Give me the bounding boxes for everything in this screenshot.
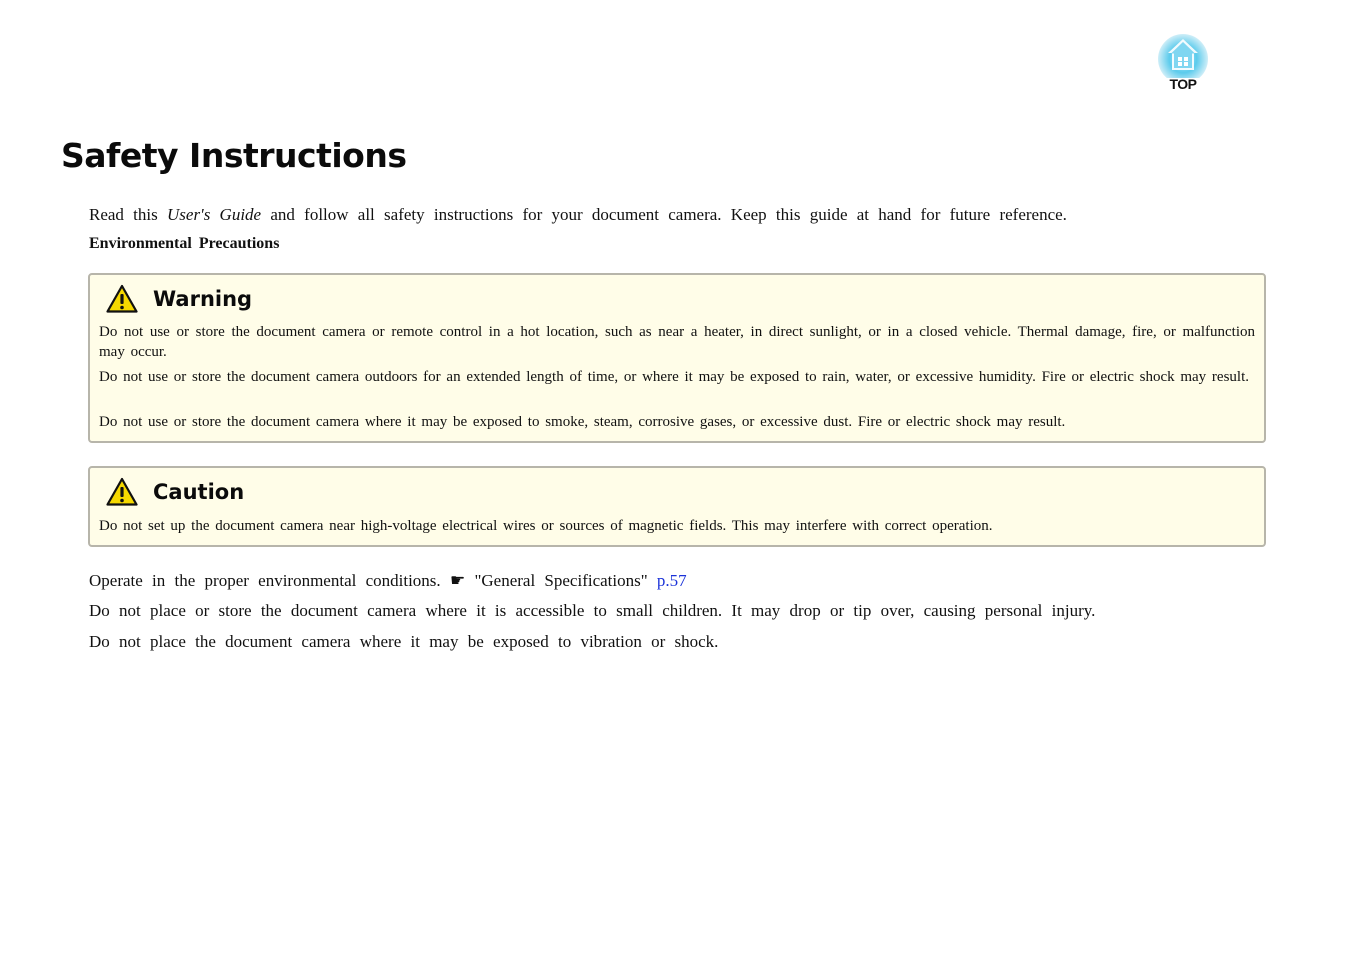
children-paragraph: Do not place or store the document camera where it is accessible to small children. It may drop or tip over, causing personal injury. xyxy=(89,601,1096,620)
top-button[interactable] xyxy=(1156,32,1210,94)
caution-title: Caution xyxy=(153,480,245,504)
operate-ref-text: "General Specifications" xyxy=(474,571,648,590)
warning-item: Do not use or store the document camera where it may be exposed to smoke, steam, corrosive gases, or excessive dust. Fire or electric shock may result. xyxy=(99,414,1066,430)
page-title: Safety Instructions xyxy=(61,136,407,175)
section-heading: Environmental Precautions xyxy=(89,235,280,252)
caution-header xyxy=(106,476,244,508)
warning-item: Do not use or store the document camera outdoors for an extended length of time, or where it may be exposed to rain, water, or excessive humidity. Fire or electric shock may result. xyxy=(99,369,1250,385)
intro-text-after: and follow all safety instructions for your document camera. Keep this guide at hand for future reference. xyxy=(261,205,1067,224)
warning-triangle-icon xyxy=(106,284,138,314)
intro-text-before: Read this xyxy=(89,205,167,224)
warning-item: Do not use or store the document camera or remote control in a hot location, such as near a heater, in direct sunlight, or in a closed vehicle. Thermal damage, fire, or malfunction may occur. xyxy=(99,324,1255,360)
caution-item: Do not set up the document camera near high-voltage electrical wires or sources of magnetic fields. This may interfere with correct operation. xyxy=(99,518,993,534)
warning-header xyxy=(106,283,252,315)
warning-box xyxy=(88,273,1266,443)
caution-box xyxy=(88,466,1266,547)
operate-text: Operate in the proper environmental conditions. xyxy=(89,571,441,590)
top-label: TOP xyxy=(1169,76,1197,92)
vibration-paragraph: Do not place the document camera where it may be exposed to vibration or shock. xyxy=(89,632,719,651)
operate-paragraph xyxy=(89,571,687,591)
caution-triangle-icon xyxy=(106,477,138,507)
top-house-icon xyxy=(1156,32,1210,78)
spec-page-link[interactable]: p.57 xyxy=(656,571,687,590)
warning-title: Warning xyxy=(153,287,253,311)
pointing-hand-icon: ☛ xyxy=(449,571,466,591)
intro-paragraph xyxy=(89,205,1067,225)
guide-name: User's Guide xyxy=(167,205,262,224)
